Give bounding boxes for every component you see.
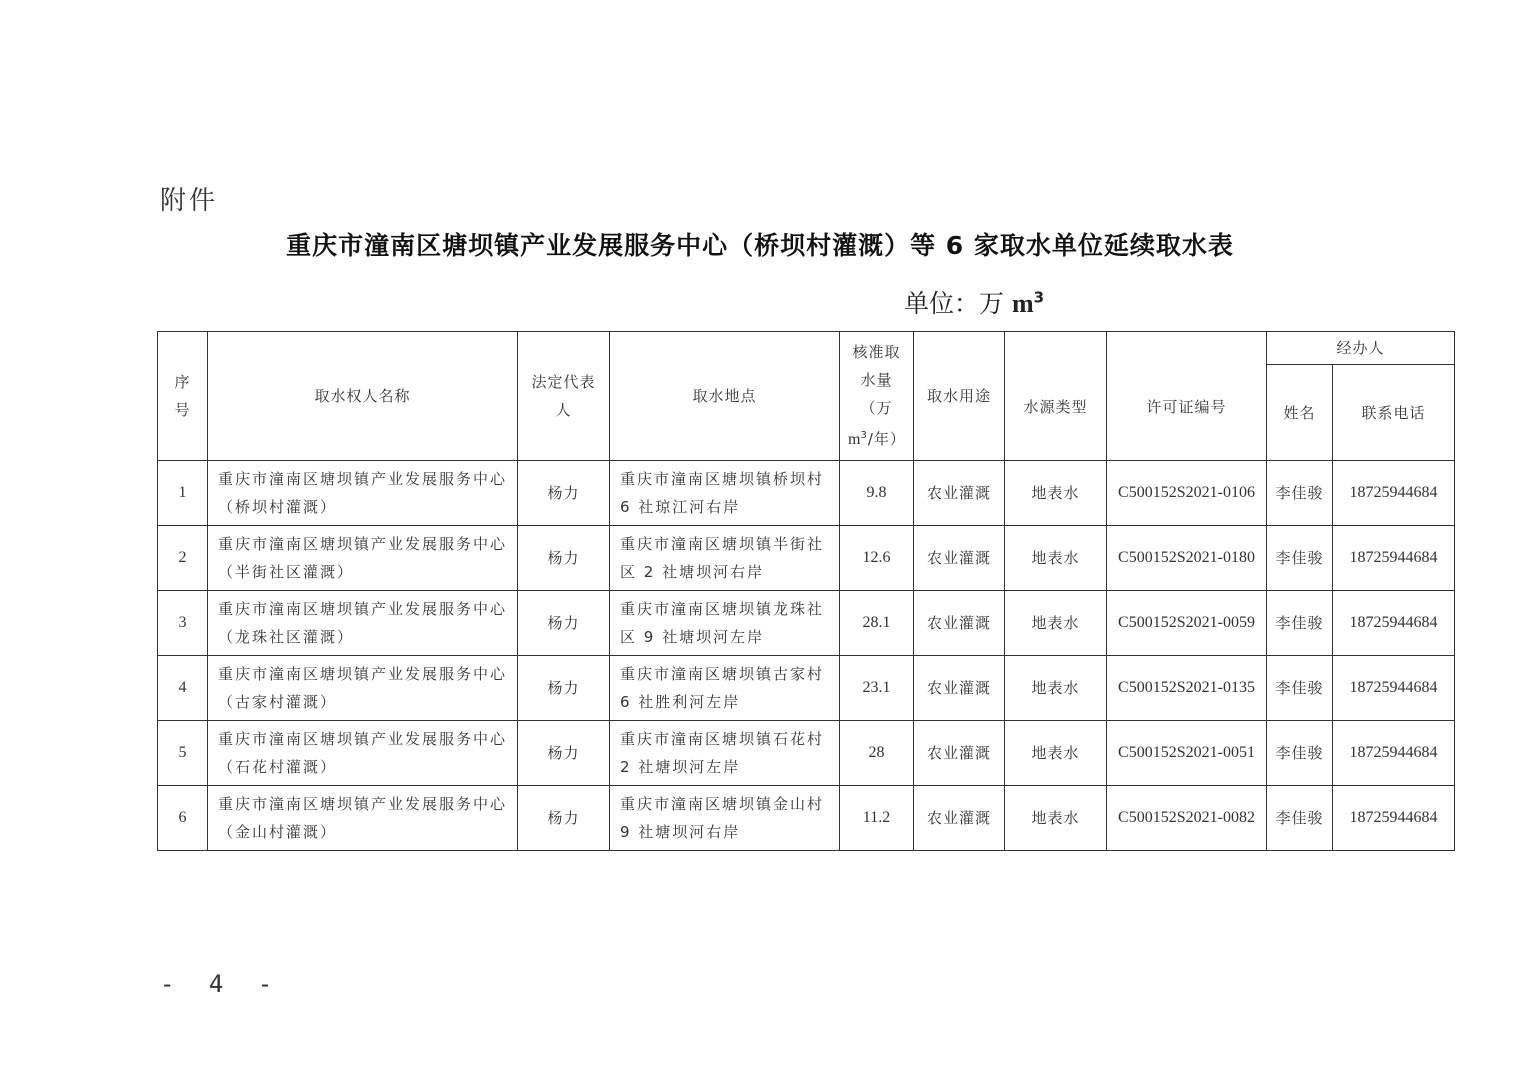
cell-permit-no: C500152S2021-0059 — [1107, 591, 1267, 656]
cell-source-type: 地表水 — [1005, 526, 1107, 591]
cell-seq: 4 — [158, 656, 208, 721]
cell-amount: 11.2 — [840, 786, 914, 851]
cell-handler-name: 李佳骏 — [1267, 526, 1333, 591]
cell-usage: 农业灌溉 — [914, 461, 1005, 526]
unit-m: m — [1011, 289, 1034, 318]
cell-name: 重庆市潼南区塘坝镇产业发展服务中心（桥坝村灌溉） — [208, 461, 518, 526]
header-handler-name: 姓名 — [1267, 365, 1333, 461]
unit-prefix: 单位：万 — [904, 289, 1012, 318]
cell-location: 重庆市潼南区塘坝镇石花村 2 社塘坝河左岸 — [610, 721, 840, 786]
header-amount-line3: $m^3/$年） — [848, 430, 906, 448]
header-permit-no: 许可证编号 — [1107, 332, 1267, 461]
cell-permit-no: C500152S2021-0180 — [1107, 526, 1267, 591]
cell-legal-rep: 杨力 — [518, 526, 610, 591]
header-seq: 序号 — [158, 332, 208, 461]
cell-amount: 12.6 — [840, 526, 914, 591]
cell-handler-phone: 18725944684 — [1333, 591, 1455, 656]
header-legal-rep: 法定代表人 — [518, 332, 610, 461]
page-number: - 4 - — [160, 970, 283, 998]
cell-handler-name: 李佳骏 — [1267, 786, 1333, 851]
cell-seq: 3 — [158, 591, 208, 656]
cell-location: 重庆市潼南区塘坝镇龙珠社区 9 社塘坝河左岸 — [610, 591, 840, 656]
cell-handler-phone: 18725944684 — [1333, 656, 1455, 721]
unit-sup: 3 — [1033, 288, 1045, 307]
cell-handler-name: 李佳骏 — [1267, 591, 1333, 656]
cell-handler-name: 李佳骏 — [1267, 461, 1333, 526]
document-title: 重庆市潼南区塘坝镇产业发展服务中心（桥坝村灌溉）等 6 家取水单位延续取水表 — [286, 231, 1234, 260]
cell-seq: 6 — [158, 786, 208, 851]
cell-amount: 23.1 — [840, 656, 914, 721]
cell-legal-rep: 杨力 — [518, 656, 610, 721]
cell-legal-rep: 杨力 — [518, 591, 610, 656]
cell-permit-no: C500152S2021-0082 — [1107, 786, 1267, 851]
header-name: 取水权人名称 — [208, 332, 518, 461]
cell-handler-name: 李佳骏 — [1267, 721, 1333, 786]
cell-source-type: 地表水 — [1005, 721, 1107, 786]
cell-handler-phone: 18725944684 — [1333, 461, 1455, 526]
header-amount-line1: 核准取水量 — [852, 343, 901, 389]
header-amount-line2: （万 — [860, 399, 893, 417]
cell-legal-rep: 杨力 — [518, 786, 610, 851]
table-row — [158, 591, 1455, 656]
header-approved-amount — [840, 332, 914, 461]
cell-name: 重庆市潼南区塘坝镇产业发展服务中心（龙珠社区灌溉） — [208, 591, 518, 656]
cell-usage: 农业灌溉 — [914, 786, 1005, 851]
header-source-type: 水源类型 — [1005, 332, 1107, 461]
cell-handler-phone: 18725944684 — [1333, 786, 1455, 851]
cell-handler-phone: 18725944684 — [1333, 721, 1455, 786]
cell-usage: 农业灌溉 — [914, 656, 1005, 721]
table-row — [158, 721, 1455, 786]
cell-usage: 农业灌溉 — [914, 591, 1005, 656]
cell-name: 重庆市潼南区塘坝镇产业发展服务中心（金山村灌溉） — [208, 786, 518, 851]
cell-source-type: 地表水 — [1005, 656, 1107, 721]
header-usage: 取水用途 — [914, 332, 1005, 461]
cell-handler-phone: 18725944684 — [1333, 526, 1455, 591]
cell-permit-no: C500152S2021-0051 — [1107, 721, 1267, 786]
unit-label — [904, 284, 1044, 320]
cell-handler-name: 李佳骏 — [1267, 656, 1333, 721]
table-row — [158, 786, 1455, 851]
table-row — [158, 656, 1455, 721]
water-intake-table — [157, 331, 1455, 851]
cell-source-type: 地表水 — [1005, 461, 1107, 526]
cell-seq: 5 — [158, 721, 208, 786]
cell-legal-rep: 杨力 — [518, 721, 610, 786]
cell-usage: 农业灌溉 — [914, 721, 1005, 786]
cell-name: 重庆市潼南区塘坝镇产业发展服务中心（古家村灌溉） — [208, 656, 518, 721]
cell-permit-no: C500152S2021-0135 — [1107, 656, 1267, 721]
header-handler-phone: 联系电话 — [1333, 365, 1455, 461]
header-handler: 经办人 — [1267, 332, 1455, 365]
cell-seq: 2 — [158, 526, 208, 591]
cell-legal-rep: 杨力 — [518, 461, 610, 526]
cell-location: 重庆市潼南区塘坝镇半街社区 2 社塘坝河右岸 — [610, 526, 840, 591]
table-row — [158, 526, 1455, 591]
attachment-label: 附件 — [160, 186, 219, 216]
cell-amount: 28 — [840, 721, 914, 786]
cell-amount: 9.8 — [840, 461, 914, 526]
cell-location: 重庆市潼南区塘坝镇桥坝村 6 社琼江河右岸 — [610, 461, 840, 526]
cell-name: 重庆市潼南区塘坝镇产业发展服务中心（石花村灌溉） — [208, 721, 518, 786]
cell-location: 重庆市潼南区塘坝镇金山村 9 社塘坝河右岸 — [610, 786, 840, 851]
header-location: 取水地点 — [610, 332, 840, 461]
cell-source-type: 地表水 — [1005, 591, 1107, 656]
cell-source-type: 地表水 — [1005, 786, 1107, 851]
cell-amount: 28.1 — [840, 591, 914, 656]
cell-location: 重庆市潼南区塘坝镇古家村 6 社胜利河左岸 — [610, 656, 840, 721]
cell-usage: 农业灌溉 — [914, 526, 1005, 591]
cell-permit-no: C500152S2021-0106 — [1107, 461, 1267, 526]
cell-seq: 1 — [158, 461, 208, 526]
table-row — [158, 461, 1455, 526]
cell-name: 重庆市潼南区塘坝镇产业发展服务中心（半街社区灌溉） — [208, 526, 518, 591]
